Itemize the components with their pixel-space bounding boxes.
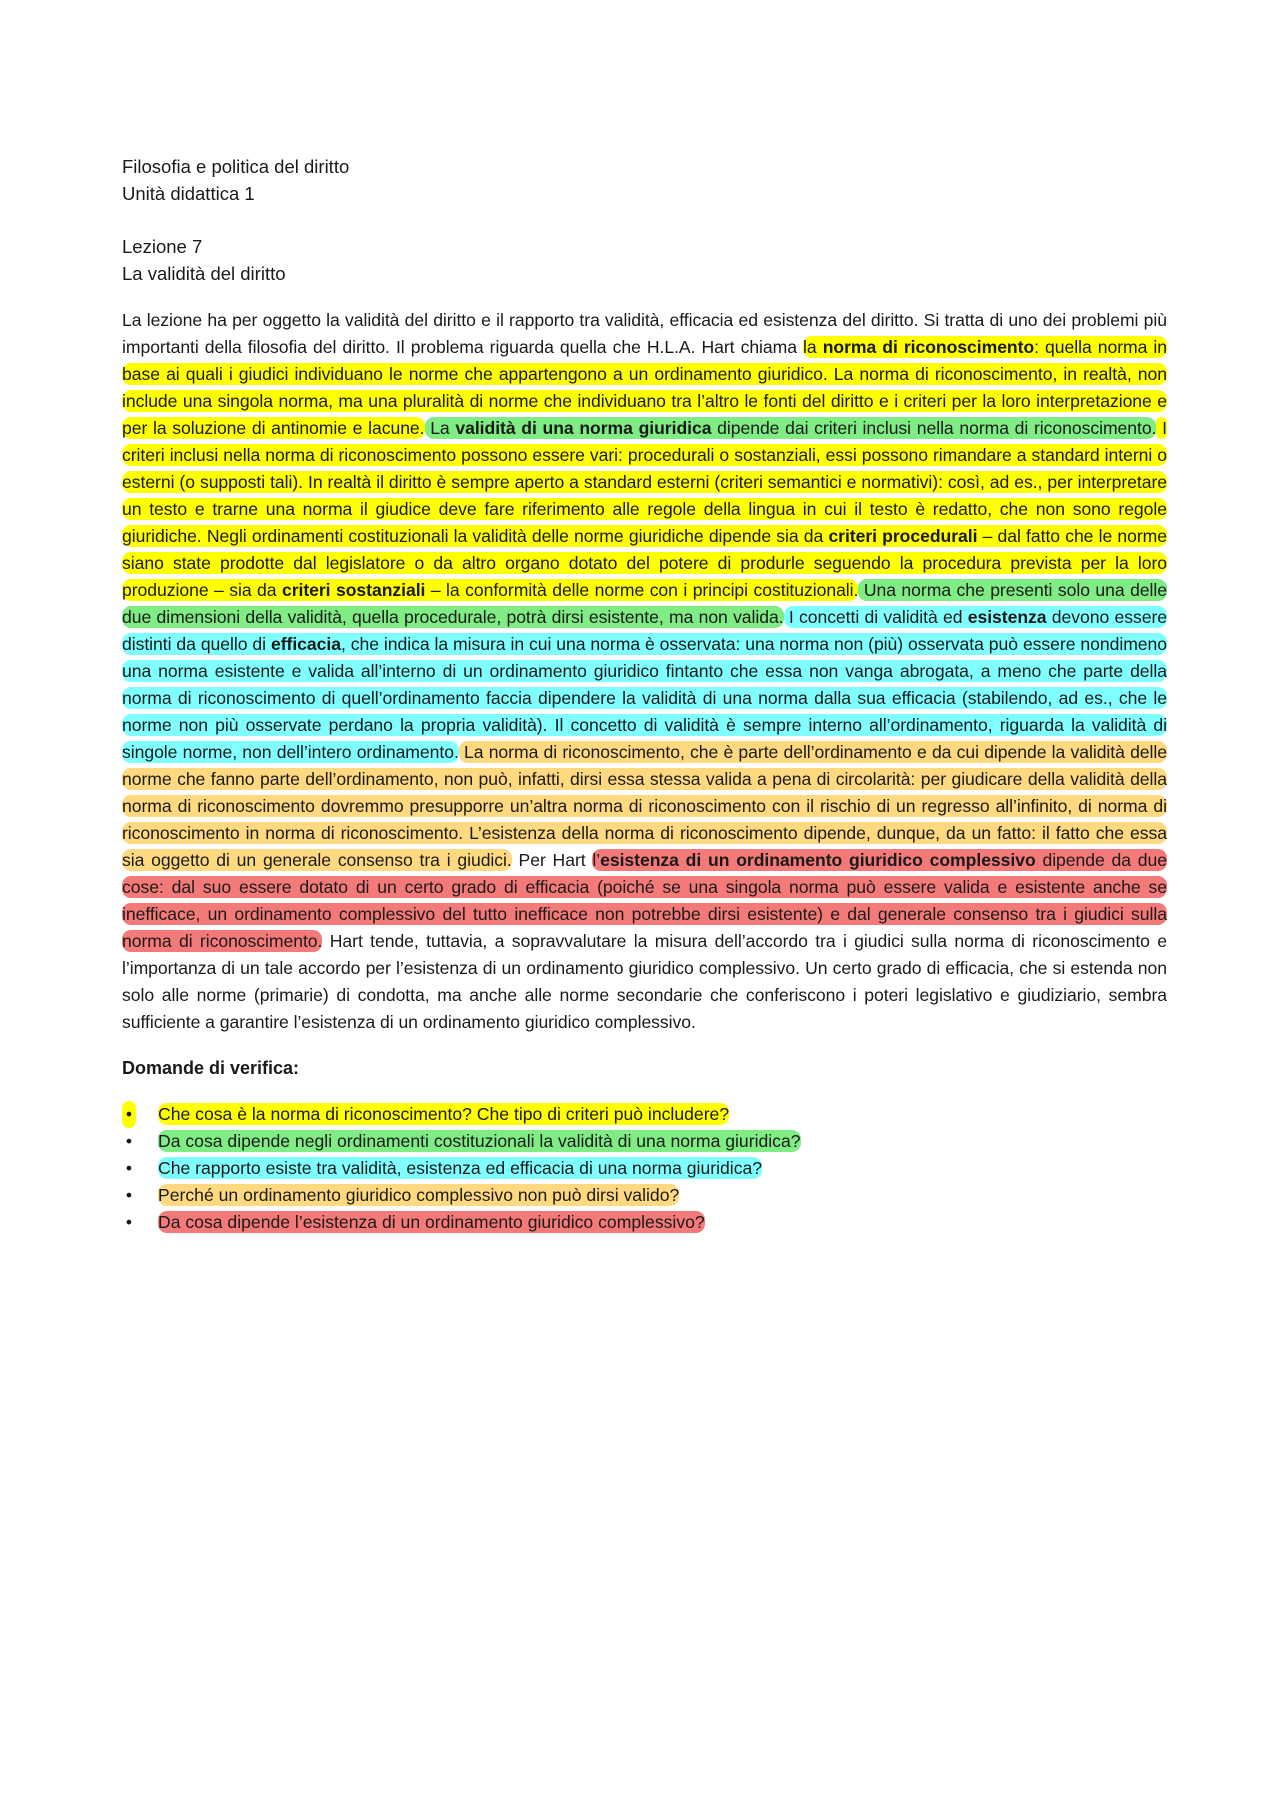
question-text: Che rapporto esiste tra validità, esistenza ed efficacia di una norma giuridica?: [158, 1158, 763, 1178]
highlight-green: La validità di una norma giuridica dipende dai criteri inclusi nella norma di riconoscimento.: [424, 418, 1157, 438]
bullet-icon: •: [125, 1185, 133, 1205]
highlight-orange: La norma di riconoscimento, che è parte dell’ordinamento e da cui dipende la validità delle norme che fanno parte dell’ordinamento, non può, infatti, dirsi essa stessa valida a pena di circolarità: per giudicare della validità della norma di riconoscimento dovremmo presupporre un’altra norma di riconoscimento con il rischio di un regresso all’infinito, di norma di riconoscimento in norma di riconoscimento. L’esistenza della norma di riconoscimento dipende, dunque, da un fatto: il fatto che essa sia oggetto di un generale consenso tra i giudici.: [122, 742, 1167, 870]
bullet-icon: •: [125, 1131, 133, 1151]
highlight-yellow: la norma di riconoscimento: quella norma in base ai quali i giudici individuano le norme che appartengono a un ordinamento giuridico. La norma di riconoscimento, in realtà, non include una singola norma, ma una pluralità di norme che individuano tra l’altro le fonti del diritto e i criteri per la loro interpretazione e per la soluzione di antinomie e lacune.: [122, 337, 1167, 438]
highlight-cyan: I concetti di validità ed esistenza devono essere distinti da quello di efficacia, che indica la misura in cui una norma è osservata: una norma non (più) osservata può essere nondimeno una norma esistente e valida all’interno di un ordinamento giuridico fintanto che essa non vanga abrogata, a meno che parte della norma di riconoscimento di quell’ordinamento faccia dipendere la validità di una norma dalla sua efficacia (stabilendo, ad es., che le norme non più osservate perdano la propria validità). Il concetto di validità è sempre interno all’ordinamento, riguarda la validità di singole norme, non dell’intero ordinamento.: [122, 607, 1168, 762]
highlight-green-2: Una norma che presenti solo una delle due dimensioni della validità, quella procedurale, potrà dirsi esistente, ma non valida.: [122, 580, 1167, 627]
question-text: Perché un ordinamento giuridico complessivo non può dirsi valido?: [158, 1185, 680, 1205]
question-text: Da cosa dipende l’esistenza di un ordinamento giuridico complessivo?: [158, 1212, 705, 1232]
body-text-end: Hart tende, tuttavia, a sopravvalutare la misura dell’accordo tra i giudici sulla norma di riconoscimento e l’importanza di un tale accordo per l’esistenza di un ordinamento giuridico complessivo. Un certo grado di efficacia, che si estenda non solo alle norme (primarie) di condotta, ma anche alle norme secondarie che conferiscono i poteri legislativo e giudiziario, sembra sufficiente a garantire l’esistenza di un ordinamento giuridico complessivo.: [122, 931, 1167, 1032]
document-page: [122, 153, 1167, 1236]
question-item: [122, 1209, 1167, 1236]
lesson-title: La validità del diritto: [122, 263, 286, 284]
body-text-intro: La lezione ha per oggetto la validità del diritto e il rapporto tra validità, efficacia ed esistenza del diritto. Si tratta di uno dei problemi più importanti della filosofia del diritto. Il problema riguarda quella che H.L.A. Hart chiama: [122, 310, 1167, 357]
bullet-icon: •: [125, 1158, 133, 1178]
lesson-body: [122, 307, 1167, 1036]
question-item: [122, 1155, 1167, 1182]
questions-title: Domande di verifica:: [122, 1058, 300, 1078]
question-text: Che cosa è la norma di riconoscimento? Che tipo di criteri può includere?: [158, 1104, 730, 1124]
questions-list: [122, 1101, 1167, 1236]
highlight-yellow-2: I criteri inclusi nella norma di riconoscimento possono essere vari: procedurali o sostanziali, essi possono rimandare a standard interni o esterni (o supposti tali). In realtà il diritto è sempre aperto a standard esterni (criteri semantici e normativi): così, ad es., per interpretare un testo e trarne una norma il giudice deve fare riferimento alle regole della lingua in cui il testo è redatto, che non sono regole giuridiche. Negli ordinamenti costituzionali la validità delle norme giuridiche dipende sia da criteri procedurali – dal fatto che le norme siano state prodotte dal legislatore o da altro organo dotato del potere di produrle seguendo la procedura prevista per la loro produzione – sia da criteri sostanziali – la conformità delle norme con i principi costituzionali.: [122, 418, 1167, 600]
lesson-number: Lezione 7: [122, 236, 203, 257]
question-item: [122, 1101, 1167, 1128]
highlight-red: l’esistenza di un ordinamento giuridico complessivo dipende da due cose: dal suo essere dotato di un certo grado di efficacia (poiché se una singola norma può essere valida e esistente anche se inefficace, un ordinamento complessivo del tutto inefficace non potrebbe dirsi esistente) e dal generale consenso tra i giudici sulla norma di riconoscimento.: [122, 850, 1168, 951]
bullet-icon: •: [125, 1212, 133, 1232]
body-text-plain: Per Hart: [511, 850, 593, 870]
question-item: [122, 1182, 1167, 1209]
document-header: [122, 153, 1167, 287]
course-title: Filosofia e politica del diritto: [122, 156, 350, 177]
question-text: Da cosa dipende negli ordinamenti costituzionali la validità di una norma giuridica?: [158, 1131, 801, 1151]
unit-title: Unità didattica 1: [122, 183, 255, 204]
question-item: [122, 1128, 1167, 1155]
bullet-icon: •: [122, 1101, 136, 1128]
